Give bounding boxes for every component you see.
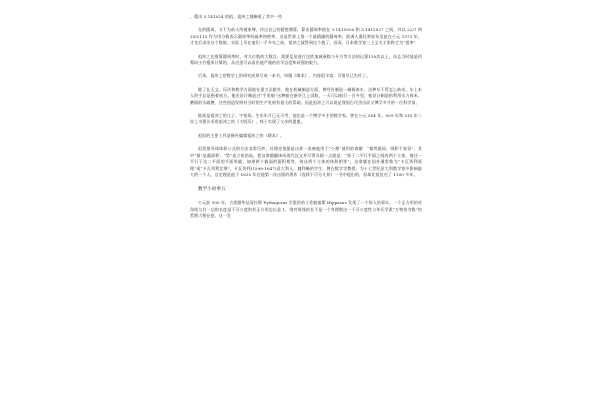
paragraph-calculation-method: 祖冲之在推算圆周率时，对九位数的大数目，需要反复进行包括加减乘除与开方等方法的运算130次以上，而且当时他是用筹码小竹棍来计算的，从这里可以看出他严谨的治学态度和顽强的毅力。 bbox=[190, 53, 422, 66]
paragraph-son-work: 祖恒的主要工作是修补编辑祖冲之的《缀术》。 bbox=[198, 132, 285, 138]
paragraph-hippasus: 公元前 500 年，古希腊毕达哥拉斯 Pythagoras 学派的弟子希帕索斯 Hippasus 发现了一个惊人的事实，一个正方形的对角线与其一边的长度是不可公度的若正方形边长是 1，则对角线的长不是一个有理数这一不可公度性与毕氏学派“万物皆为数”的哲理大相径庭，这一发 bbox=[190, 200, 422, 219]
paragraph-son-biography: 能烦是祖冲之的儿子，字景烁，生年年月已无可考，他也是一个博学多才的数学家，曾在公元 504 年、509 年和 510 年三次上书建议采用祖冲之的《大明历》，终于实现了父亲的遗愿。 bbox=[190, 113, 422, 125]
paragraph-sphere-volume: 祖恒推导球体积公式的方法非常巧妙。其理论依据是这样一条被他用于“公理”使用的命题：“幂势既同，则积不容异”，其中“幂”是截面积，“势”是立体的高。把这命题翻译成现代汉文并写得详细一点就是：“界于二平行平面之间的两个立体，被任一平行于这二平面的平面所截，如果两个截面的面积相等，则这两个立体的体积相等”，这命题在国外通常称为“卡瓦列利原理”或“卡瓦列利定理”，卡瓦列利(1598-1647)意大利人，伽利略的学生，曾在数学学教授，为十七世纪意大利数学家中影响最大的一个人。这定理是他于 1635 年在他第一次出版的著作《连续不可分几何》一书中提出的，但却比祖恒迟了 1100 多年。 bbox=[190, 146, 422, 177]
paragraph-pi-intro: ，精出 3.141024 的值。祖冲之地略收了其中一些 bbox=[190, 14, 283, 19]
document-page bbox=[190, 14, 422, 392]
section-heading: 数学小故事五 bbox=[198, 187, 226, 193]
paragraph-pi-value: 在的圆周，又不为前人所被束缚，经过自己的精密测算，算出圆周率值在 3.1415926 和 3.1415927 之间，并以 22/7 和 355/113 作为用分数表示圆周率的疏率和密率，这是世界上第一个最精确的圆周率，欧洲人奥托和安东尼兹在公元 1573 年，才先后求出这个数值，实际上早在他们一千多年之前，祖冲之就得到这个值了，因而，日本数学家三上义夫主张称它为“祖率” bbox=[190, 27, 422, 46]
paragraph-zhui-shu: 后来，祖冲之把数学上的研究成果写成一本书，叫做《缀术》，内容很丰富，可惜早已失传了。 bbox=[198, 73, 371, 79]
paragraph-inventions: 除了在天文、历法和数学方面他在重大贡献外，他在机械制造方面，曾经告制造一辆指南车，这种车不管怎么转动，车上木人的手总是指着南方。他还设计制造过“千里船”这种船在新亭江上试航，一天可以航行一百多里，他设计制造的利用水力春米、磨面的水碓磨，这些创造发明对当时的生产发展有很大的帮助。因此祖冲之可以说是我国古代杰出而又博学多才的一位科学家。 bbox=[190, 86, 422, 105]
